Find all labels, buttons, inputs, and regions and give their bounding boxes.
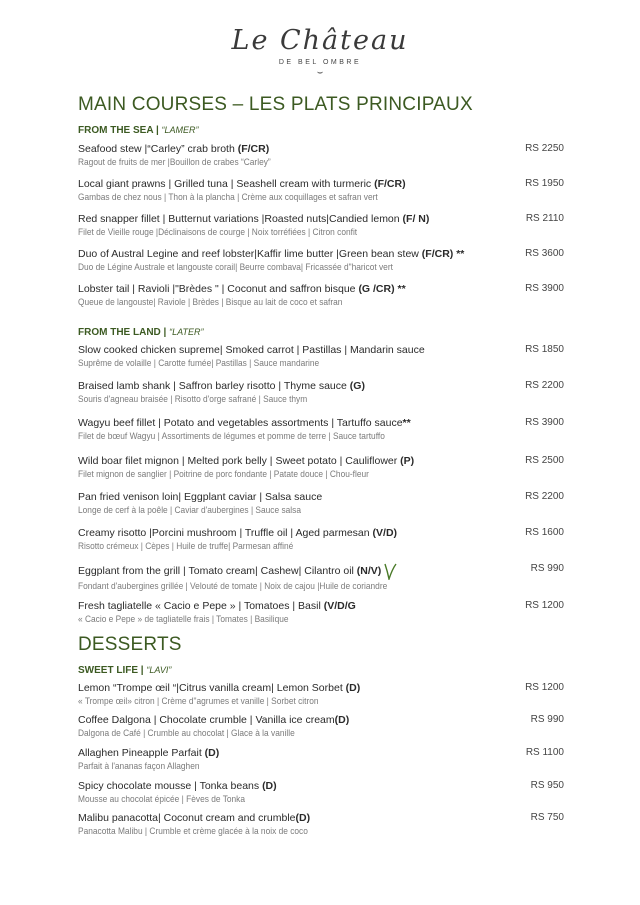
price: RS 3900 bbox=[525, 283, 564, 294]
menu-item: Wild boar filet mignon | Melted pork belly | Sweet potato | Cauliflower (P) Filet mignon de sanglier | Poitrine de porc fondante | Patate douce | Chou-fleur RS 2500 bbox=[78, 455, 564, 480]
menu-item: Eggplant from the grill | Tomato cream| Cashew| Cilantro oil (N/V) Fondant d'aubergines grillée | Velouté de tomate | Noix de cajou |Huile de coriandre RS 990 bbox=[78, 563, 564, 592]
logo-script: Le Château bbox=[231, 25, 409, 56]
price: RS 1950 bbox=[525, 178, 564, 189]
menu-item: Pan fried venison loin| Eggplant caviar | Salsa sauce Longe de cerf à la poêle | Caviar d'aubergines | Sauce salsa RS 2200 bbox=[78, 491, 564, 516]
logo-subtitle: DE BEL OMBRE bbox=[278, 59, 362, 66]
price: RS 2200 bbox=[525, 491, 564, 502]
price: RS 1600 bbox=[525, 527, 564, 538]
price: RS 3900 bbox=[525, 417, 564, 428]
sweet-subtitle: SWEET LIFE | “LAVI” bbox=[78, 665, 172, 676]
menu-item: Lobster tail | Ravioli |"Brèdes " | Coconut and saffron bisque (G /CR) ** Queue de langouste| Raviole | Brèdes | Bisque au lait de coco et safran RS 3900 bbox=[78, 283, 564, 308]
price: RS 1200 bbox=[525, 682, 564, 693]
menu-item: Lemon “Trompe œil “|Citrus vanilla cream| Lemon Sorbet (D) « Trompe œil» citron | Crème d"agrumes et vanille | Sorbet citron RS 1200 bbox=[78, 682, 564, 707]
logo-swash: ⌣ bbox=[316, 67, 324, 78]
menu-item: Red snapper fillet | Butternut variations |Roasted nuts|Candied lemon (F/ N) Filet de Vieille rouge |Déclinaisons de courge | Noix torréfiées | Citron confit RS 2110 bbox=[78, 213, 564, 238]
price: RS 2500 bbox=[525, 455, 564, 466]
menu-item: Creamy risotto |Porcini mushroom | Truffle oil | Aged parmesan (V/D) Risotto crémeux | Cèpes | Huile de truffe| Parmesan affiné RS 1600 bbox=[78, 527, 564, 552]
menu-item: Spicy chocolate mousse | Tonka beans (D) Mousse au chocolat épicée | Fèves de Tonka RS 950 bbox=[78, 780, 564, 805]
menu-item: Allaghen Pineapple Parfait (D) Parfait à l'ananas façon Allaghen RS 1100 bbox=[78, 747, 564, 772]
menu-item: Slow cooked chicken supreme| Smoked carrot | Pastillas | Mandarin sauce Suprême de volaille | Carotte fumée| Pastillas | Sauce mandarine RS 1850 bbox=[78, 344, 564, 369]
menu-item: Wagyu beef fillet | Potato and vegetables assortments | Tartuffo sauce** Filet de bœuf Wagyu | Assortiments de légumes et pomme de terre | Sauce tartuffo RS 3900 bbox=[78, 417, 564, 442]
menu-item: Coffee Dalgona | Chocolate crumble | Vanilla ice cream(D) Dalgona de Café | Crumble au chocolat | Glace à la vanille RS 990 bbox=[78, 714, 564, 739]
price: RS 2200 bbox=[525, 380, 564, 391]
price: RS 2110 bbox=[525, 213, 564, 224]
price: RS 990 bbox=[530, 563, 564, 574]
price: RS 3600 bbox=[525, 248, 564, 259]
sea-subtitle: FROM THE SEA | “LAMER” bbox=[78, 125, 199, 136]
menu-item: Fresh tagliatelle « Cacio e Pepe » | Tomatoes | Basil (V/D/G « Cacio e Pepe » de tagliatelle frais | Tomates | Basilique RS 1200 bbox=[78, 600, 564, 625]
price: RS 1200 bbox=[525, 600, 564, 611]
price: RS 750 bbox=[530, 812, 564, 823]
menu-item: Seafood stew |“Carley” crab broth (F/CR) Ragout de fruits de mer |Bouillon de crabes “Carley” RS 2250 bbox=[78, 143, 564, 168]
desserts-title: DESSERTS bbox=[78, 634, 182, 655]
menu-item: Duo of Austral Legine and reef lobster|Kaffir lime butter |Green bean stew (F/CR) ** Duo de Légine Australe et langouste corail| Beurre combava| Fricassée d"haricot vert RS 3600 bbox=[78, 248, 564, 273]
price: RS 1850 bbox=[525, 344, 564, 355]
sea-label: FROM THE SEA bbox=[78, 125, 154, 136]
sweet-nickname: “LAVI” bbox=[146, 665, 172, 675]
restaurant-logo bbox=[0, 26, 640, 78]
menu-item: Malibu panacotta| Coconut cream and crumble(D) Panacotta Malibu | Crumble et crème glacée à la noix de coco RS 750 bbox=[78, 812, 564, 837]
sea-nickname: “LAMER” bbox=[161, 125, 199, 135]
price: RS 990 bbox=[530, 714, 564, 725]
price: RS 2250 bbox=[525, 143, 564, 154]
land-nickname: “LATER” bbox=[169, 327, 204, 337]
main-courses-title: MAIN COURSES – LES PLATS PRINCIPAUX bbox=[78, 94, 473, 115]
vegan-leaf-icon bbox=[383, 562, 397, 580]
land-subtitle: FROM THE LAND | “LATER” bbox=[78, 327, 204, 338]
sweet-label: SWEET LIFE bbox=[78, 665, 138, 676]
price: RS 950 bbox=[530, 780, 564, 791]
land-label: FROM THE LAND bbox=[78, 327, 161, 338]
menu-item: Local giant prawns | Grilled tuna | Seashell cream with turmeric (F/CR) Gambas de chez nous | Thon à la plancha | Crème aux coquillages et safran vert RS 1950 bbox=[78, 178, 564, 203]
price: RS 1100 bbox=[525, 747, 564, 758]
menu-item: Braised lamb shank | Saffron barley risotto | Thyme sauce (G) Souris d'agneau braisée | Risotto d'orge safrané | Sauce thym RS 2200 bbox=[78, 380, 564, 405]
